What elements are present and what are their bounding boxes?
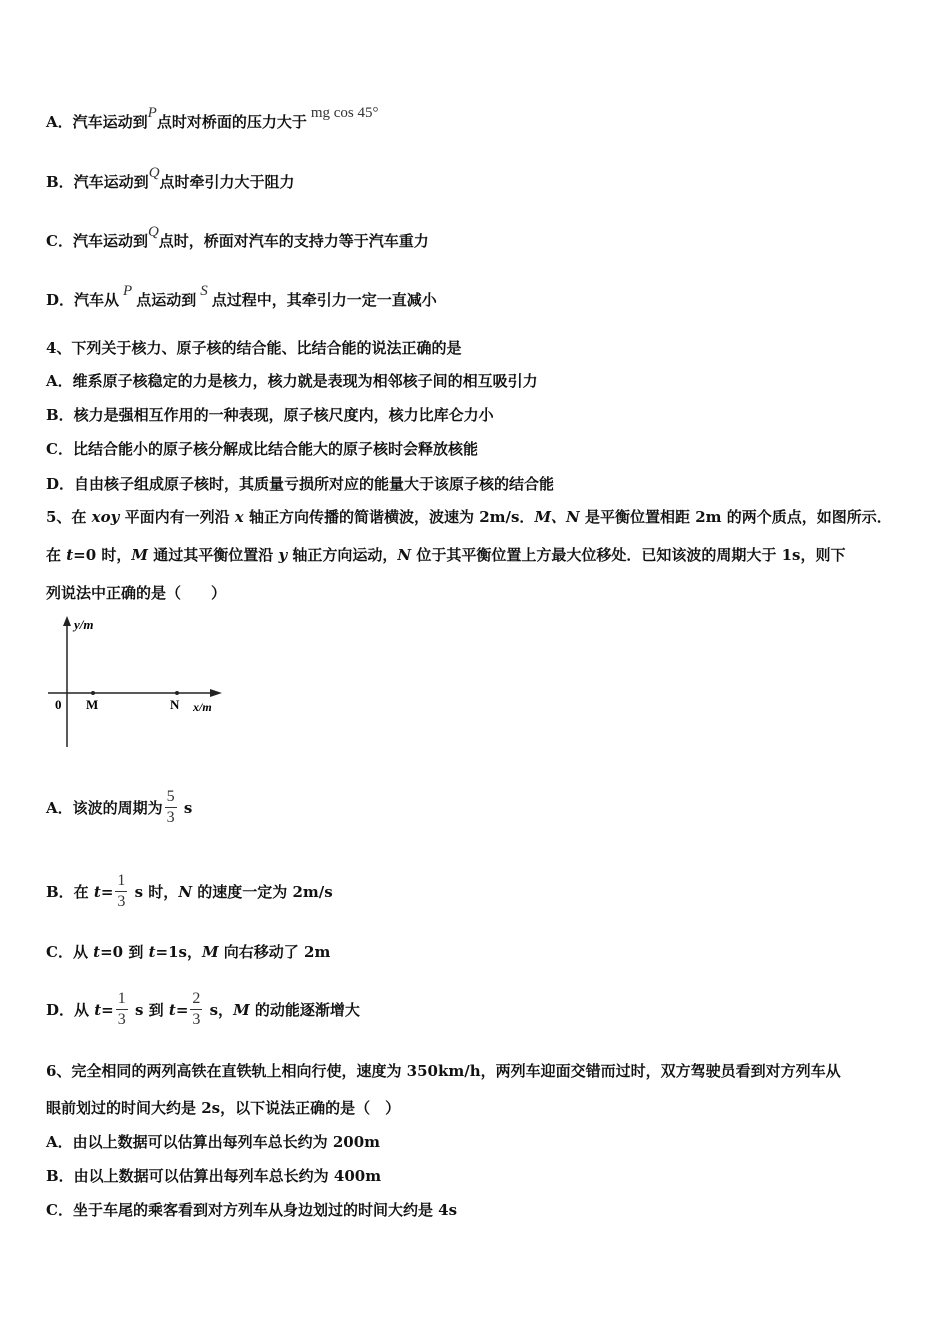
origin-label: 0 [55,697,62,712]
y-axis-label: y/m [74,617,94,632]
q6-option-a: A．由以上数据可以估算出每列车总长约为 200m [46,1133,381,1151]
fraction-5-3: $\frac{5}{3}$ [166,787,175,826]
q4-option-c: C．比结合能小的原子核分解成比结合能大的原子核时会释放核能 [46,440,478,458]
q3-option-d: D．汽车从 P 点运动到 S 点过程中，其牵引力一定一直减小 [46,283,437,309]
var-p: P [147,105,157,121]
q4-option-b: B．核力是强相互作用的一种表现，原子核尺度内，核力比库仑力小 [46,406,494,424]
var-q: Q [147,224,159,240]
q4-option-d: D．自由核子组成原子核时，其质量亏损所对应的能量大于该原子核的结合能 [46,475,555,493]
q5-wave-graph [40,612,230,752]
y-axis-arrow [63,616,71,626]
formula-mg-cos45: mg cos 45° [310,105,379,121]
x-axis-label: x/m [193,700,212,714]
q3-option-a: A．汽车运动到P点时对桥面的压力大于 mg cos 45° [46,105,379,131]
var-q: Q [148,165,160,181]
q5-option-d: D．从 t= $\frac{1}{3}$ s 到 t= $\frac{2}{3}$ s，M 的动能逐渐增大 [46,989,360,1028]
q6-stem-line2: 眼前划过的时间大约是 2s，以下说法正确的是（ ） [46,1099,401,1117]
q3-option-b: B．汽车运动到Q点时牵引力大于阻力 [46,165,295,191]
fraction-1-3: $\frac{1}{3}$ [117,989,126,1028]
q5-stem-line1: 5、在 xoy 平面内有一列沿 x 轴正方向传播的简谐横波，波速为 2m/s．M、N 是平衡位置相距 2m 的两个质点，如图所示． [46,508,892,526]
q6-option-c: C．坐于车尾的乘客看到对方列车从身边划过的时间大约是 4s [46,1201,458,1219]
point-m-label: M [86,697,99,712]
q5-option-a: A．该波的周期为 $\frac{5}{3}$ s [46,787,193,826]
var-p: P [123,283,133,299]
q6-option-b: B．由以上数据可以估算出每列车总长约为 400m [46,1167,382,1185]
q4-stem: 4、下列关于核力、原子核的结合能、比结合能的说法正确的是 [46,339,462,357]
q3-option-c: C．汽车运动到Q点时，桥面对汽车的支持力等于汽车重力 [46,224,429,250]
fraction-1-3: $\frac{1}{3}$ [117,871,126,910]
point-n [175,691,179,695]
q5-stem-line2: 在 t=0 时，M 通过其平衡位置沿 y 轴正方向运动，N 位于其平衡位置上方最大位移处．已知该波的周期大于 1s，则下 [46,546,846,564]
q5-stem-line3: 列说法中正确的是（ ） [46,584,227,602]
q5-option-b: B．在 t= $\frac{1}{3}$ s 时，N 的速度一定为 2m/s [46,871,333,910]
fraction-2-3: $\frac{2}{3}$ [192,989,201,1028]
q5-option-c: C．从 t=0 到 t=1s，M 向右移动了 2m [46,943,331,961]
x-axis-arrow [210,689,222,697]
point-m [91,691,95,695]
q4-option-a: A．维系原子核稳定的力是核力，核力就是表现为相邻核子间的相互吸引力 [46,372,538,390]
var-s: S [200,283,208,299]
q6-stem-line1: 6、完全相同的两列高铁在直铁轨上相向行使，速度为 350km/h，两列车迎面交错而过时，双方驾驶员看到对方列车从 [46,1062,841,1080]
point-n-label: N [170,697,180,712]
